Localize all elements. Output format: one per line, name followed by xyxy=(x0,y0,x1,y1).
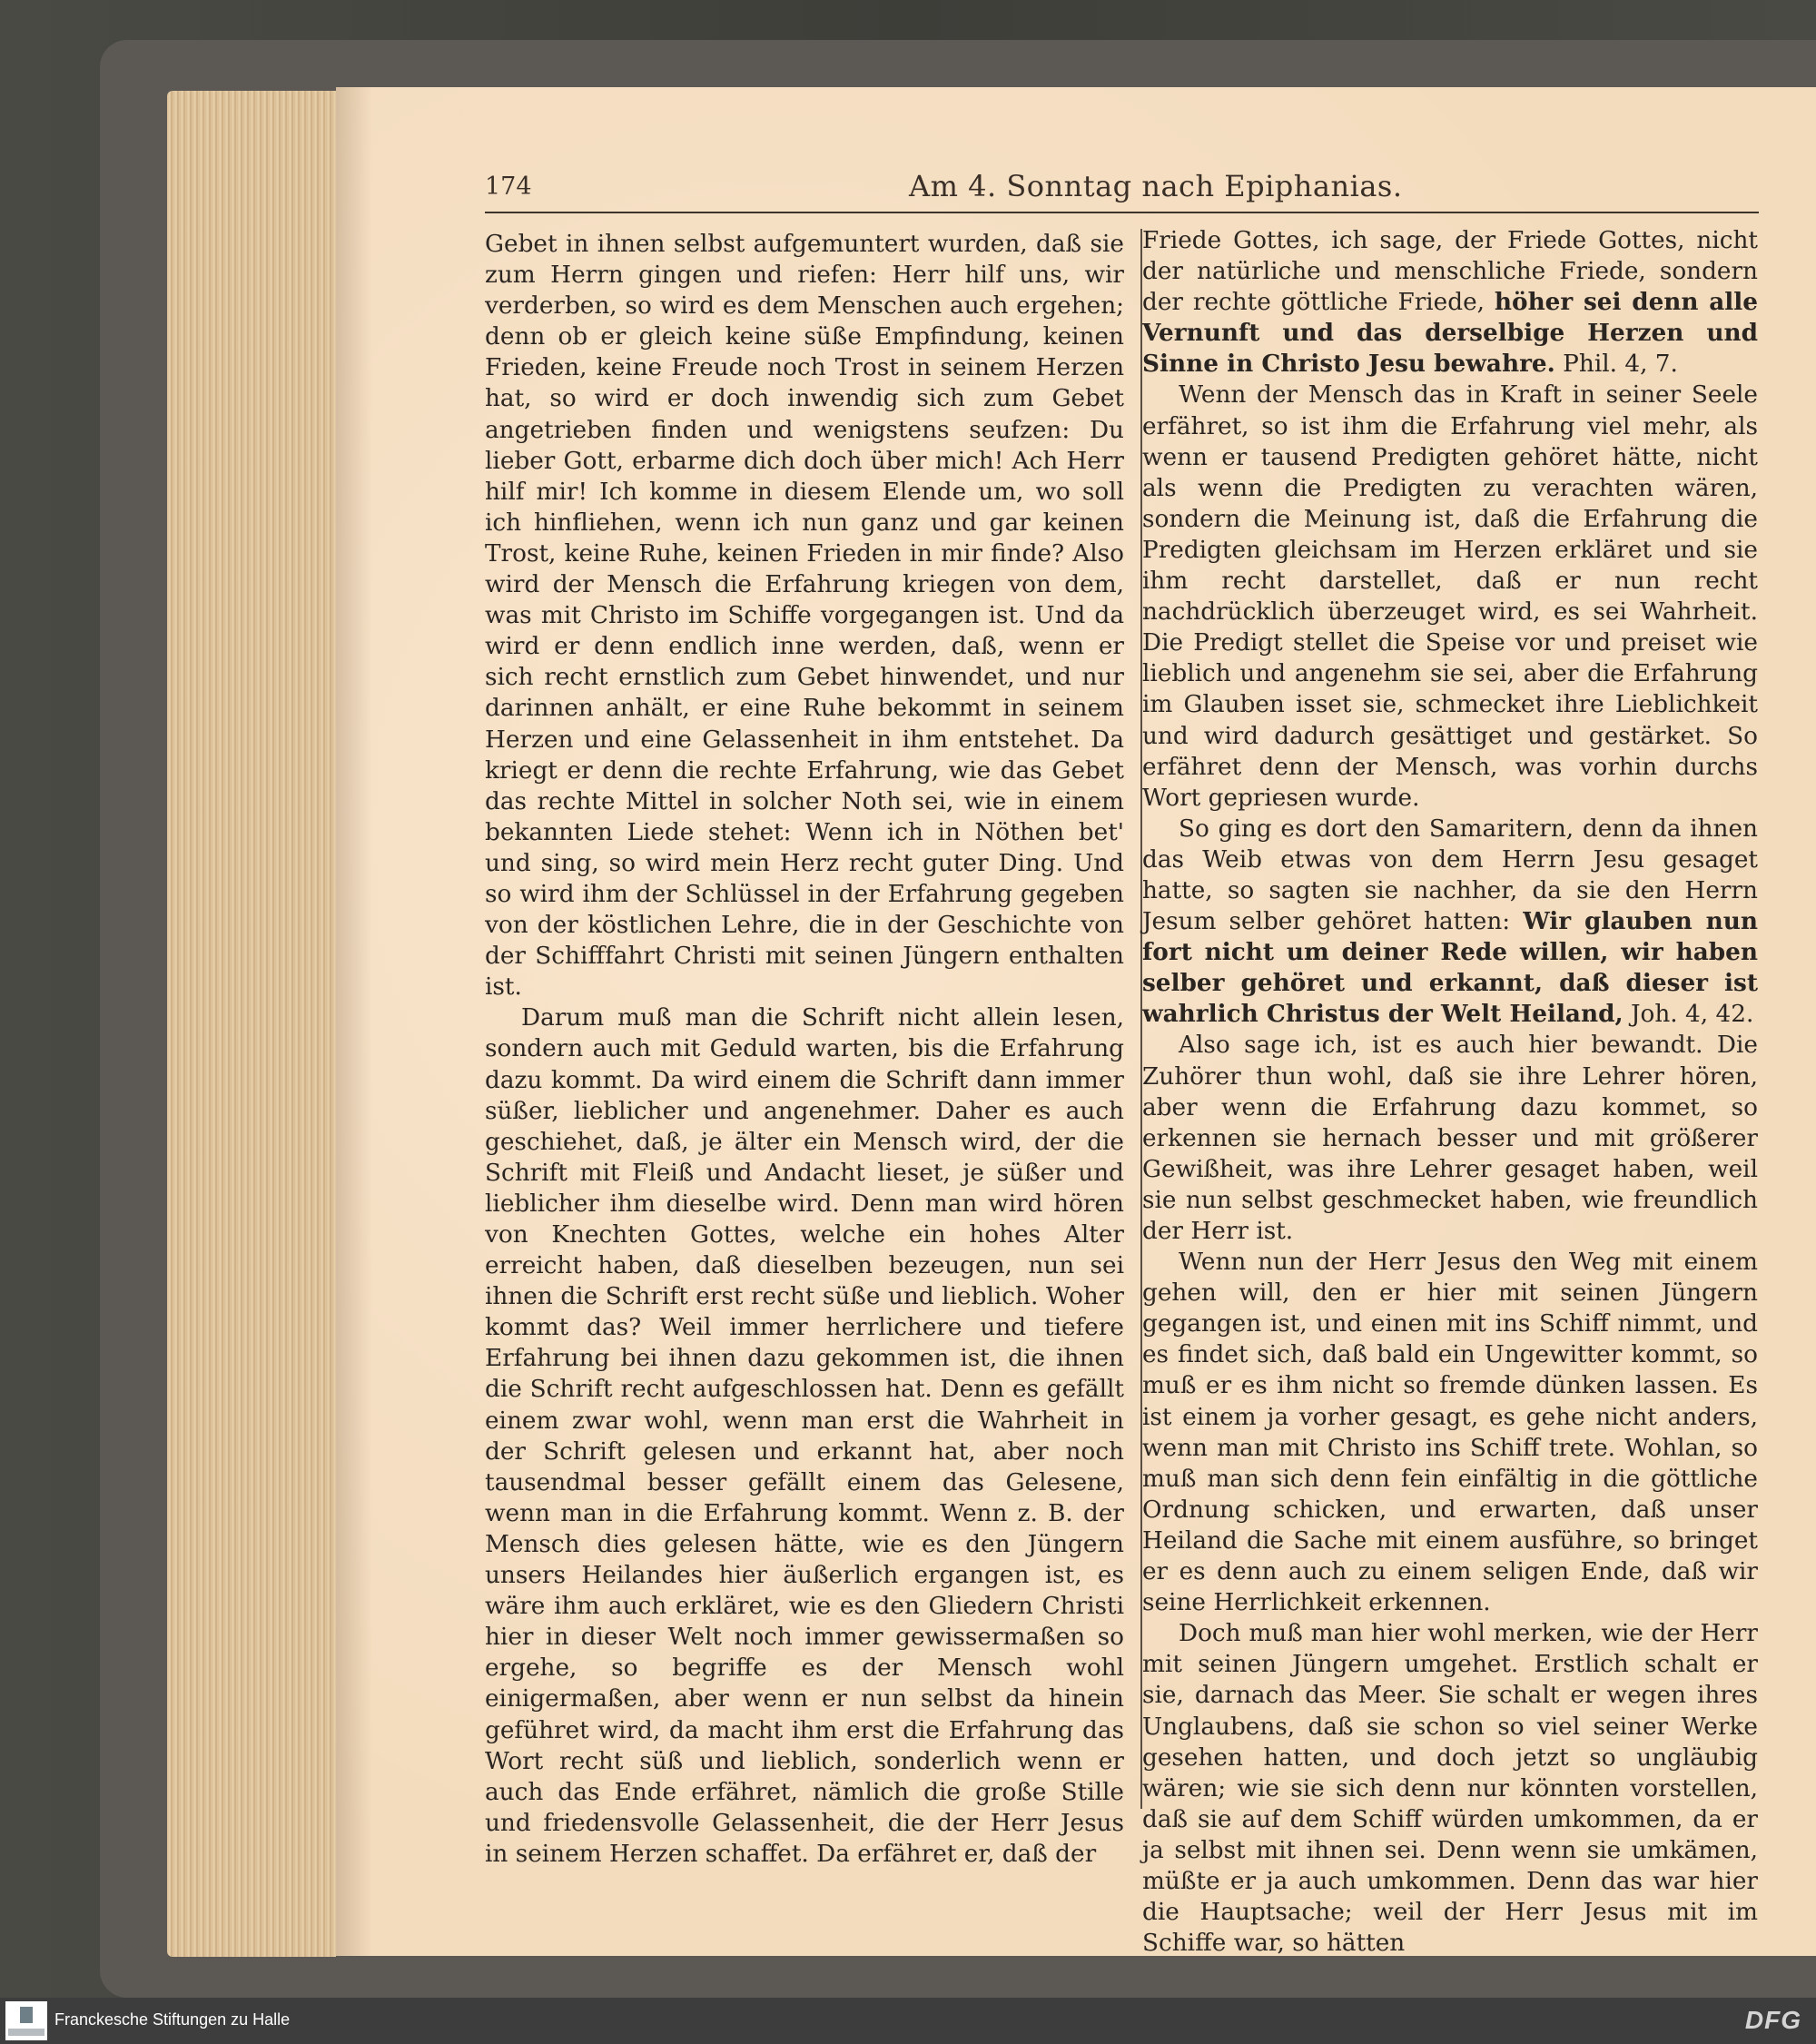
paragraph-text: Friede Gottes, ich sage, der Friede Gottes, nicht der natürliche und menschliche Friede, sondern der rechte göttliche Friede, xyxy=(1142,227,1758,317)
bible-quote: höher sei denn alle Vernunft und das derselbige Herzen und Sinne in Christo Jesu bewahre. xyxy=(1142,288,1758,379)
paragraph: Darum muß man die Schrift nicht allein lesen, sondern auch mit Geduld warten, bis die Erfahrung dazu kommt. Da wird einem die Schrift dann immer süßer, lieblicher und angenehmer. Daher es auch geschiehet, daß, je älter ein Mensch wird, der die Schrift mit Fleiß und Andacht lieset, je süßer und lieblicher ihm dieselbe wird. Denn man wird hören von Knechten Gottes, welche ein hohes Alter erreicht haben, daß dieselben bezeugen, nun sei ihnen die Schrift erst recht süße und lieblich. Woher kommt das? Weil immer herrlichere und tiefere Erfahrung bei ihnen dazu gekommen ist, die ihnen die Schrift recht aufgeschlossen hat. Denn es gefällt einem zwar wohl, wenn man erst die Wahrheit in der Schrift gelesen und erkannt hat, aber noch tausendmal besser gefällt einem das Gelesene, wenn man in die Erfahrung kommt. Wenn z. B. der Mensch dies gelesen hätte, wie es den Jüngern unsers Heilandes hier äußerlich ergangen ist, es wäre ihm auch erkläret, wie es den Gliedern Christi hier in dieser Welt noch immer gewissermaßen so ergehe, so begriffe es der Mensch wohl einigermaßen, aber wenn er nun selbst da hinein geführet wird, da macht ihm erst die Erfahrung das Wort recht süß und lieblich, sonderlich wenn er auch das Ende erfähret, nämlich die große Stille und friedensvolle Gelassenheit, die der Herr Jesus in seinem Herzen schaffet. Da erfähret er, daß der xyxy=(485,1004,1124,1868)
paragraph: Doch muß man hier wohl merken, wie der Herr mit seinen Jüngern umgehet. Erstlich schalt er sie, darnach das Meer. Sie schalt er wegen ihres Unglaubens, daß sie schon so viel seiner Werke gesehen hatten, und doch jetzt so ungläubig wären; wie sie sich denn nur könnten vorstellen, daß sie auf dem Schiff würden umkommen, da er ja selbst mit ihnen sei. Denn wenn sie umkämen, müßte er ja auch umkommen. Denn das war hier die Hauptsache; weil der Herr Jesus mit im Schiffe war, so hätten xyxy=(1142,1620,1758,1958)
gutter-shadow xyxy=(336,87,372,1956)
institution-name[interactable]: Franckesche Stiftungen zu Halle xyxy=(54,2010,291,2029)
logo-mark-icon xyxy=(20,2007,33,2023)
logo-wordmark xyxy=(8,2029,44,2036)
dfg-logo[interactable]: DFG xyxy=(1744,2006,1801,2034)
paragraph: Also sage ich, ist es auch hier bewandt. Die Zuhörer thun wohl, daß sie ihre Lehrer hören, aber wenn die Erfahrung dazu kommet, so erkennen sie hernach besser und mit größerer Gewißheit, was ihre Lehrer gesaget haben, weil sie nun selbst geschmecket haben, wie freundlich der Herr ist. xyxy=(1142,1032,1758,1245)
paragraph: Gebet in ihnen selbst aufgemuntert wurden, daß sie zum Herrn gingen und riefen: Herr hilf uns, wir verderben, so wird es dem Menschen auch ergehen; denn ob er gleich keine süße Empfindung, keinen Frieden, keine Freude noch Trost in seinem Herzen hat, so wird er doch inwendig sich zum Gebet angetrieben finden und wenigstens seufzen: Du lieber Gott, erbarme dich doch über mich! Ach Herr hilf mir! Ich komme in diesem Elende um, wo soll ich hinfliehen, wenn ich nun ganz und gar keinen Trost, keine Ruhe, keinen Frieden in mir finde? Also wird der Mensch die Erfahrung kriegen von dem, was mit Christo im Schiffe vorgegangen ist. Und da wird er denn endlich inne werden, daß, wenn er sich recht ernstlich zum Gebet hinwendet, und nur darinnen anhält, er eine Ruhe bekommt in seinem Herzen und eine Gelassenheit in ihm entstehet. Da kriegt er denn die rechte Erfahrung, wie das Gebet das rechte Mittel in solcher Noth sei, wie in einem bekannten Liede stehet: Wenn ich in Nöthen bet' und sing, so wird mein Herz recht guter Ding. Und so wird ihm der Schlüssel in der Erfahrung gegeben von der köstlichen Lehre, die in der Geschichte von der Schifffahrt Christi mit seinen Jüngern enthalten ist. xyxy=(485,231,1124,1002)
footer-bar xyxy=(0,1998,1816,2044)
page-header-title: Am 4. Sonntag nach Epiphanias. xyxy=(909,169,1403,203)
header-rule xyxy=(485,212,1759,213)
institution-logo[interactable] xyxy=(5,2001,47,2040)
paragraph-text: So ging es dort den Samaritern, denn da ihnen das Weib etwas von dem Herrn Jesu gesaget hatte, so sagten sie nachher, da sie den Herrn Jesum selber gehöret hatten: xyxy=(1142,815,1758,936)
bible-quote: Wir glauben nun fort nicht um deiner Rede willen, wir haben selber gehöret und erkannt, daß dieser ist wahrlich Christus der Welt Heiland, xyxy=(1142,907,1758,1029)
paragraph: Wenn nun der Herr Jesus den Weg mit einem gehen will, den er hier mit seinen Jüngern gegangen ist, und einen mit ins Schiff nimmt, und es findet sich, daß bald ein Ungewitter kommt, so muß er es ihm nicht so fremde dünken lassen. Es ist einem ja vorher gesagt, es gehe nicht anders, wenn man mit Christo ins Schiff trete. Wohlan, so muß man sich denn fein einfältig in die göttliche Ordnung schicken, und erwarten, daß unser Heiland die Sache mit einem ausführe, so bringet er es denn auch zu einem seligen Ende, daß wir seine Herrlichkeit erkennen. xyxy=(1142,1249,1758,1617)
bible-reference: Phil. 4, 7. xyxy=(1554,351,1678,379)
left-column xyxy=(485,229,1124,1870)
page-edges xyxy=(167,91,336,1957)
paragraph xyxy=(1142,225,1758,380)
bible-reference: Joh. 4, 42. xyxy=(1623,1001,1754,1029)
running-head xyxy=(485,167,1761,212)
right-column xyxy=(1142,225,1758,1959)
page-number: 174 xyxy=(485,173,532,201)
paragraph xyxy=(1142,814,1758,1031)
paragraph: Wenn der Mensch das in Kraft in seiner Seele erfähret, so ist ihm die Erfahrung viel mehr, als wenn er tausend Predigten gehöret hätte, nicht als wenn die Predigten zu verachten wären, sondern die Meinung ist, daß die Erfahrung die Predigten gleichsam im Herzen erkläret und sie ihm recht darstellet, daß er nun recht nachdrücklich überzeuget wird, es sei Wahrheit. Die Predigt stellet die Speise vor und preiset wie lieblich und angenehm sie sei, aber die Erfahrung im Glauben isset sie, schmecket ihre Lieblichkeit und wird dadurch gesättiget und gestärket. So erfähret denn der Mensch, was vorhin durchs Wort gepriesen wurde. xyxy=(1142,381,1758,812)
